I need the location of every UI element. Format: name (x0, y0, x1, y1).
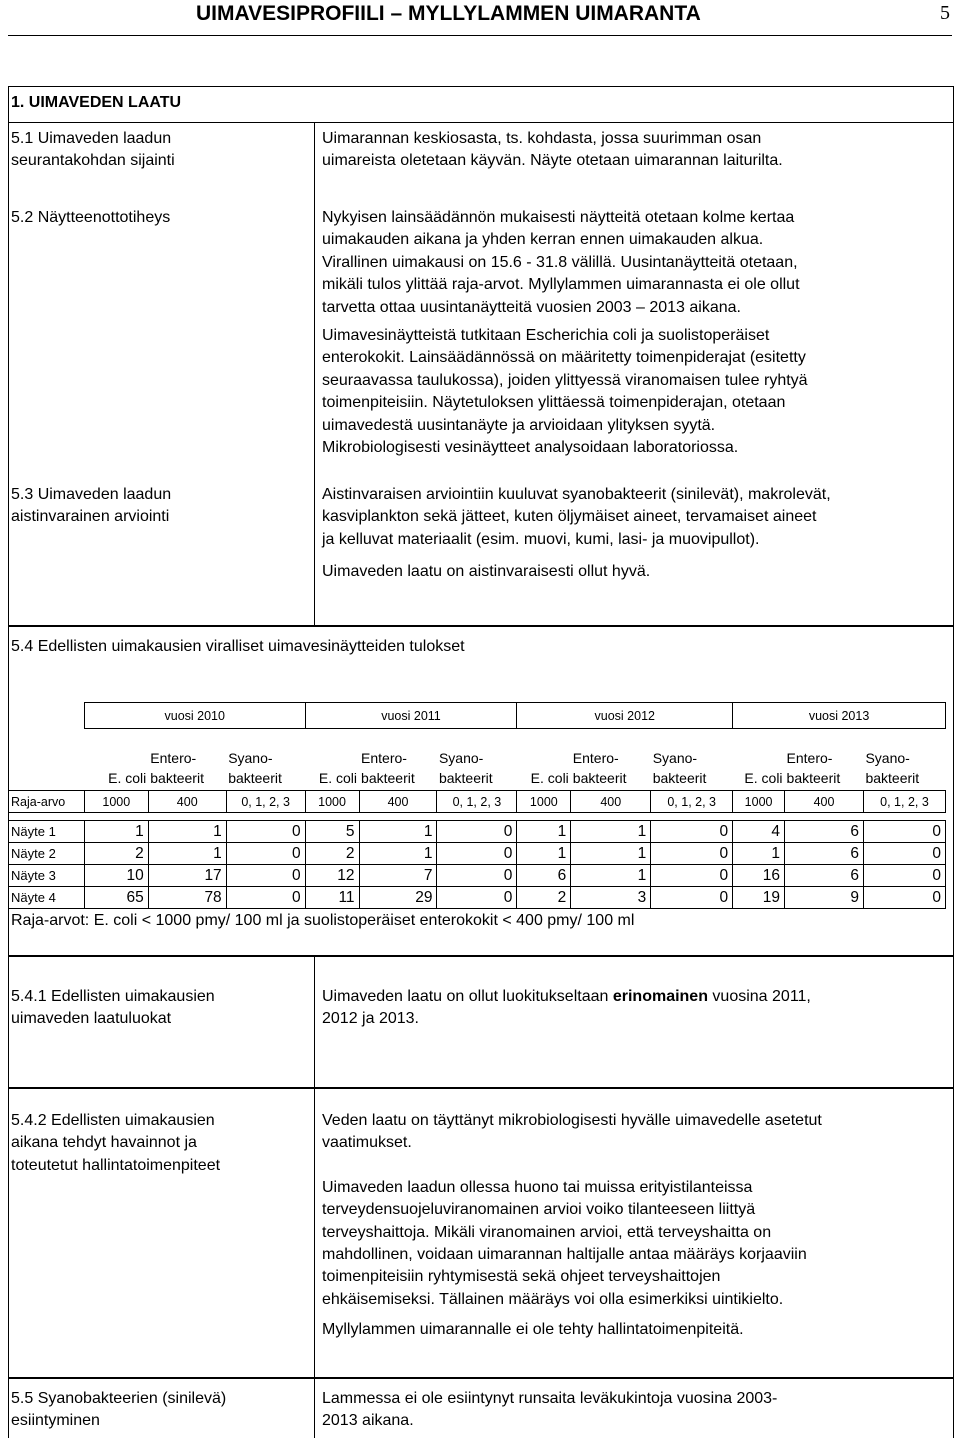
divider (8, 122, 954, 123)
divider (314, 1378, 315, 1438)
limit-row: Raja-arvo 1000 400 0, 1, 2, 3 1000 400 0, 1, 2, 3 1000 400 0, 1, 2, 3 1000 400 0, 1, 2, 3 (9, 791, 946, 813)
quality-rating: erinomainen (612, 988, 708, 1005)
section-heading: 1. UIMAVEDEN LAATU (11, 94, 182, 111)
col-header-ecoli: E. coli (530, 770, 569, 786)
label-5-5: 5.5 Syanobakteerien (sinilevä) esiintyminen (11, 1390, 227, 1430)
text-5-3: Aistinvaraisen arviointiin kuuluvat syanobakteerit (sinilevät), makrolevät, kasviplankton sekä jätteet, kuten öljymäiset aineet, tervamaiset aineet ja kelluvat materiaalit (esim. muovi, kumi, lasi- ja muovipullot). Uimaveden laatu on aistinvaraisesti ollut hyvä. (322, 486, 831, 581)
divider (314, 122, 315, 626)
col-header-entero: Entero- bakteerit (150, 750, 204, 786)
text-5-2: Nykyisen lainsäädännön mukaisesti näytteitä otetaan kolme kertaa uimakauden aikana ja yhden kerran ennen uimakauden alkua. Virallinen uimakausi on 15.6 - 31.8 välillä. Uusintanäytteitä otetaan, mikäli tulos ylittää raja-arvot. Myllylammen uimarannasta ei ole ollut tarvetta ottaa uusintanäytteitä vuosien 2003 – 2013 aikana. Uimavesinäytteistä tutkitaan Escherichia coli ja suolistoperäiset enterokokit. Lainsäädännössä on määritetty toimenpiderajat (esitetty seuraavassa taulukossa), joiden ylittyessä viranomaisen tulee ryhtyä toimenpiteisiin. Näytetuloksen ylittäessä toimenpiderajan, otetaan uimavedestä uusintanäyte ja arvioidaan ylityksen syytä. Mikrobiologisesti vesinäytteet analysoidaan laboratoriossa. (322, 209, 808, 457)
document-title: UIMAVESIPROFIILI – MYLLYLAMMEN UIMARANTA (196, 2, 701, 25)
results-table (8, 702, 946, 909)
text-5-4-2: Veden laatu on täyttänyt mikrobiologisesti hyvälle uimavedelle asetetut vaatimukset. Uimaveden laadun ollessa huono tai muissa erityistilanteissa terveydensuojeluviranomainen arvioi voiko tilanteeseen liittyä terveyshaittoja. Mikäli viranomainen arvioi, että terveyshaitta on mahdollinen, voidaan uimarannan haltijalle antaa määräys korjaaviin toimenpiteisiin ryhtymisestä sekä ohjeet terveyshaittojen ehkäisemiseksi. Tällainen määräys voi olla esimerkiksi uintikielto. Myllylammen uimarannalle ei ole tehty hallintatoimenpiteitä. (322, 1112, 822, 1339)
label-5-4-2: 5.4.2 Edellisten uimakausien aikana tehdyt havainnot ja toteutetut hallintatoimenpiteet (11, 1112, 221, 1174)
label-5-4-1: 5.4.1 Edellisten uimakausien uimaveden laatuluokat (11, 988, 215, 1028)
col-header-entero: Entero- bakteerit (361, 750, 415, 786)
divider (314, 956, 315, 1088)
label-5-3: 5.3 Uimaveden laadun aistinvarainen arviointi (11, 486, 172, 526)
col-header-entero: Entero- bakteerit (786, 750, 841, 786)
limit-footnote: Raja-arvot: E. coli < 1000 pmy/ 100 ml ja suolistoperäiset enterokokit < 400 pmy/ 100 ml (11, 912, 635, 929)
page-number: 5 (940, 2, 950, 24)
year-header: vuosi 2012 (517, 703, 733, 729)
col-header-entero: Entero- bakteerit (572, 750, 627, 786)
sample-row: Näyte 2 2 1 0 2 1 0 1 1 0 1 6 0 (9, 843, 946, 865)
col-header-ecoli: E. coli (744, 770, 783, 786)
label-5-2: 5.2 Näytteenottotiheys (11, 209, 171, 226)
col-header-syano: Syano- bakteerit (865, 750, 920, 786)
sample-row: Näyte 1 1 1 0 5 1 0 1 1 0 4 6 0 (9, 821, 946, 843)
col-header-syano: Syano- bakteerit (438, 750, 493, 786)
col-header-syano: Syano- bakteerit (228, 750, 282, 786)
col-header-syano: Syano- bakteerit (652, 750, 707, 786)
column-header-row (9, 729, 946, 791)
text-5-5: Lammessa ei ole esiintynyt runsaita leväkukintoja vuosina 2003- 2013 aikana. (322, 1390, 778, 1430)
year-header: vuosi 2010 (84, 703, 305, 729)
label-5-1: 5.1 Uimaveden laadun seurantakohdan sijainti (11, 130, 175, 170)
sample-row: Näyte 3 10 17 0 12 7 0 6 1 0 16 6 0 (9, 865, 946, 887)
divider (314, 1088, 315, 1378)
text-5-4-1: Uimaveden laatu on ollut luokitukseltaan erinomainen vuosina 2011, 2012 ja 2013. (322, 988, 811, 1028)
sample-row: Näyte 4 65 78 0 11 29 0 2 3 0 19 9 0 (9, 887, 946, 909)
results-heading: 5.4 Edellisten uimakausien viralliset uimavesinäytteiden tulokset (11, 638, 465, 655)
col-header-ecoli: E. coli (318, 770, 358, 786)
text-5-1: Uimarannan keskiosasta, ts. kohdasta, jossa suurimman osan uimareista oletetaan käyvän. Näyte otetaan uimarannan laiturilta. (322, 130, 783, 170)
col-header-ecoli: E. coli (108, 770, 147, 786)
year-header: vuosi 2011 (305, 703, 517, 729)
year-header: vuosi 2013 (733, 703, 946, 729)
page-header (8, 0, 952, 36)
